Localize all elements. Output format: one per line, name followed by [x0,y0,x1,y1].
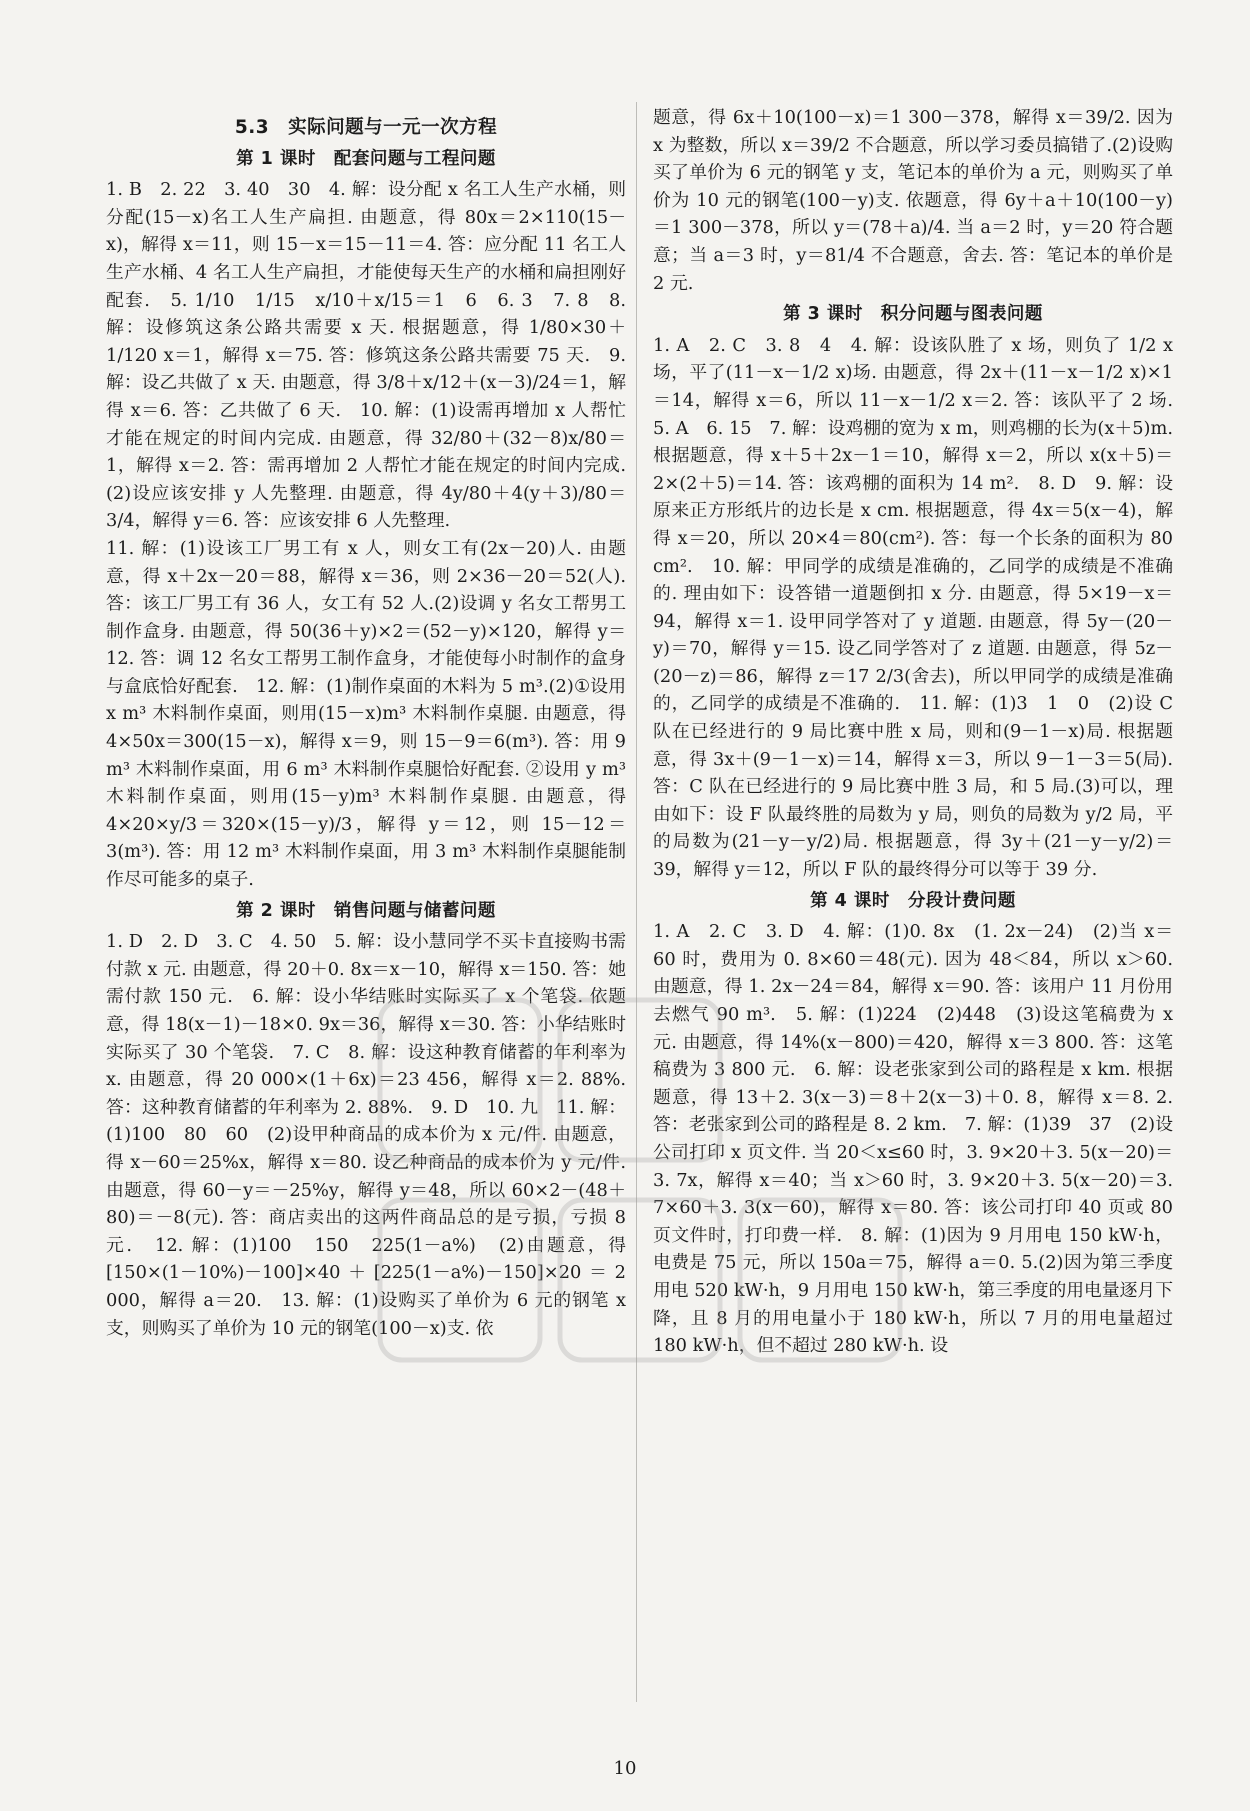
lesson-2-answers-continued: 题意，得 6x＋10(100－x)＝1 300－378，解得 x＝39/2. 因为 x 为整数，所以 x＝39/2 不合题意，所以学习委员搞错了.(2)设购买了单价为 6 元的钢笔 y 支，笔记本的单价为 a 元，则购买了单价为 10 元的钢笔(100－y)支. 依题意，得 6y＋a＋10(100－y)＝1 300－378，所以 y＝(78＋a)/4. 当 a＝2 时，y＝20 符合题意；当 a＝3 时，y＝81/4 不合题意，舍去. 答：笔记本的单价是 2 元. [653,107,1173,294]
page-number: 10 [613,1758,637,1779]
lesson-4-title: 第 4 课时 分段计费问题 [810,890,1016,911]
lesson-3-title: 第 3 课时 积分问题与图表问题 [783,304,1043,325]
column-divider [636,102,637,1702]
lesson-1-answers: 1. B 2. 22 3. 40 30 4. 解：设分配 x 名工人生产水桶，则分配(15－x)名工人生产扁担. 由题意，得 80x＝2×110(15－x)，解得 x＝11，则 15－x＝15－11＝4. 答：应分配 11 名工人生产水桶、4 名工人生产扁担，才能使每天生产的水桶和扁担刚好配套. 5. 1/10 1/15 x/10＋x/15＝1 6 6. 3 7. 8 8. 解：设修筑这条公路共需要 x 天. 根据题意，得 1/80×30＋1/120 x＝1，解得 x＝75. 答：修筑这条公路共需要 75 天. 9. 解：设乙共做了 x 天. 由题意，得 3/8＋x/12＋(x－3)/24＝1，解得 x＝6. 答：乙共做了 6 天. 10. 解：(1)设需再增加 x 人帮忙才能在规定的时间内完成. 由题意，得 32/80＋(32－8)x/80＝1，解得 x＝2. 答：需再增加 2 人帮忙才能在规定的时间内完成.(2)设应该安排 y 人先整理. 由题意，得 4y/80＋4(y＋3)/80＝3/4，解得 y＝6. 答：应该安排 6 人先整理. [106,179,626,532]
lesson-3-answers: 1. A 2. C 3. 8 4 4. 解：设该队胜了 x 场，则负了 1/2 x 场，平了(11－x－1/2 x)场. 由题意，得 2x＋(11－x－1/2 x)×1＝14，解得 x＝6，所以 11－x－1/2 x＝2. 答：该队平了 2 场. 5. A 6. 15 7. 解：设鸡棚的宽为 x m，则鸡棚的长为(x＋5)m. 根据题意，得 x＋5＋2x－1＝10，解得 x＝2，所以 x(x＋5)＝2×(2＋5)＝14. 答：该鸡棚的面积为 14 m². 8. D 9. 解：设原来正方形纸片的边长是 x cm. 根据题意，得 4x＝5(x－4)，解得 x＝20，所以 20×4＝80(cm²). 答：每一个长条的面积为 80 cm². 10. 解：甲同学的成绩是准确的，乙同学的成绩是不准确的. 理由如下：设答错一道题倒扣 x 分. 由题意，得 5×19－x＝94，解得 x＝1. 设甲同学答对了 y 道题. 由题意，得 5y－(20－y)＝70，解得 y＝15. 设乙同学答对了 z 道题. 由题意，得 5z－(20－z)＝86，解得 z＝17 2/3(舍去)，所以甲同学的成绩是准确的，乙同学的成绩是不准确的. 11. 解：(1)3 1 0 (2)设 C 队在已经进行的 9 局比赛中胜 x 局，则和(9－1－x)局. 根据题意，得 3x＋(9－1－x)＝14，解得 x＝3，所以 9－1－3＝5(局). 答：C 队在已经进行的 9 局比赛中胜 3 局，和 5 局.(3)可以，理由如下：设 F 队最终胜的局数为 y 局，则负的局数为 y/2 局，平的局数为(21－y－y/2)局. 根据题意，得 3y＋(21－y－y/2)＝39，解得 y＝12，所以 F 队的最终得分可以等于 39 分. [653,334,1191,881]
section-title: 5.3 实际问题与一元一次方程 [234,117,498,138]
lesson-2-answers: 1. D 2. D 3. C 4. 50 5. 解：设小慧同学不买卡直接购书需付款 x 元. 由题意，得 20＋0. 8x＝x－10，解得 x＝150. 答：她需付款 150 元. 6. 解：设小华结账时实际买了 x 个笔袋. 依题意，得 18(x－1)－18×0. 9x＝36，解得 x＝30. 答：小华结账时实际买了 30 个笔袋. 7. C 8. 解：设这种教育储蓄的年利率为 x. 由题意，得 20 000×(1＋6x)＝23 456，解得 x＝2. 88%. 答：这种教育储蓄的年利率为 2. 88%. 9. D 10. 九 11. 解：(1)100 80 60 (2)设甲种商品的成本价为 x 元/件. 由题意，得 x－60＝25%x，解得 x＝80. 设乙种商品的成本价为 y 元/件. 由题意，得 60－y＝－25%y，解得 y＝48，所以 60×2－(48＋80)＝－8(元). 答：商店卖出的这两件商品总的是亏损，亏损 8 元. 12. 解：(1)100 150 225(1－a%) (2)由题意，得[150×(1－10%)－100]×40＋[225(1－a%)－150]×20＝2 000，解得 a＝20. 13. 解：(1)设购买了单价为 6 元的钢笔 x 支，则购买了单价为 10 元的钢笔(100－x)支. 依 [106,931,626,1339]
lesson-1-title: 第 1 课时 配套问题与工程问题 [236,148,496,169]
lesson-1-answers-continued: 11. 解：(1)设该工厂男工有 x 人，则女工有(2x－20)人. 由题意，得 x＋2x－20＝88，解得 x＝36，则 2×36－20＝52(人). 答：该工厂男工有 36 人，女工有 52 人.(2)设调 y 名女工帮男工制作盒身. 由题意，得 50(36＋y)×2＝(52－y)×120，解得 y＝12. 答：调 12 名女工帮男工制作盒身，才能使每小时制作的盒身与盒底恰好配套. 12. 解：(1)制作桌面的木料为 5 m³.(2)①设用 x m³ 木料制作桌面，则用(15－x)m³ 木料制作桌腿. 由题意，得 4×50x＝300(15－x)，解得 x＝9，则 15－9＝6(m³). 答：用 9 m³ 木料制作桌面，用 6 m³ 木料制作桌腿恰好配套. ②设用 y m³ 木料制作桌面，则用(15－y)m³ 木料制作桌腿. 由题意，得 4×20×y/3＝320×(15－y)/3，解得 y＝12，则 15－12＝3(m³). 答：用 12 m³ 木料制作桌面，用 3 m³ 木料制作桌腿能制作尽可能多的桌子. [106,537,626,891]
lesson-2-title: 第 2 课时 销售问题与储蓄问题 [236,900,496,921]
right-column [653,104,1191,1360]
lesson-4-answers: 1. A 2. C 3. D 4. 解：(1)0. 8x (1. 2x－24) (2)当 x＝60 时，费用为 0. 8×60＝48(元). 因为 48＜84，所以 x＞60. 由题意，得 1. 2x－24＝84，解得 x＝90. 答：该用户 11 月份用去燃气 90 m³. 5. 解：(1)224 (2)448 (3)设这笔稿费为 x 元. 由题意，得 14%(x－800)＝420，解得 x＝3 800. 答：这笔稿费为 3 800 元. 6. 解：设老张家到公司的路程是 x km. 根据题意，得 13＋2. 3(x－3)＝8＋2(x－3)＋0. 8，解得 x＝8. 2. 答：老张家到公司的路程是 8. 2 km. 7. 解：(1)39 37 (2)设公司打印 x 页文件. 当 20＜x≤60 时，3. 9×20＋3. 5(x－20)＝3. 7x，解得 x＝40；当 x＞60 时，3. 9×20＋3. 5(x－20)＝3. 7×60＋3. 3(x－60)，解得 x＝80. 答：该公司打印 40 页或 80 页文件时，打印费一样. 8. 解：(1)因为 9 月用电 150 kW·h，电费是 75 元，所以 150a＝75，解得 a＝0. 5.(2)因为第三季度用电 520 kW·h，9 月用电 150 kW·h，第三季度的用电量逐月下降，且 8 月的用电量小于 180 kW·h，所以 7 月的用电量超过 180 kW·h，但不超过 280 kW·h. 设 [653,921,1173,1357]
left-column [106,112,626,1342]
